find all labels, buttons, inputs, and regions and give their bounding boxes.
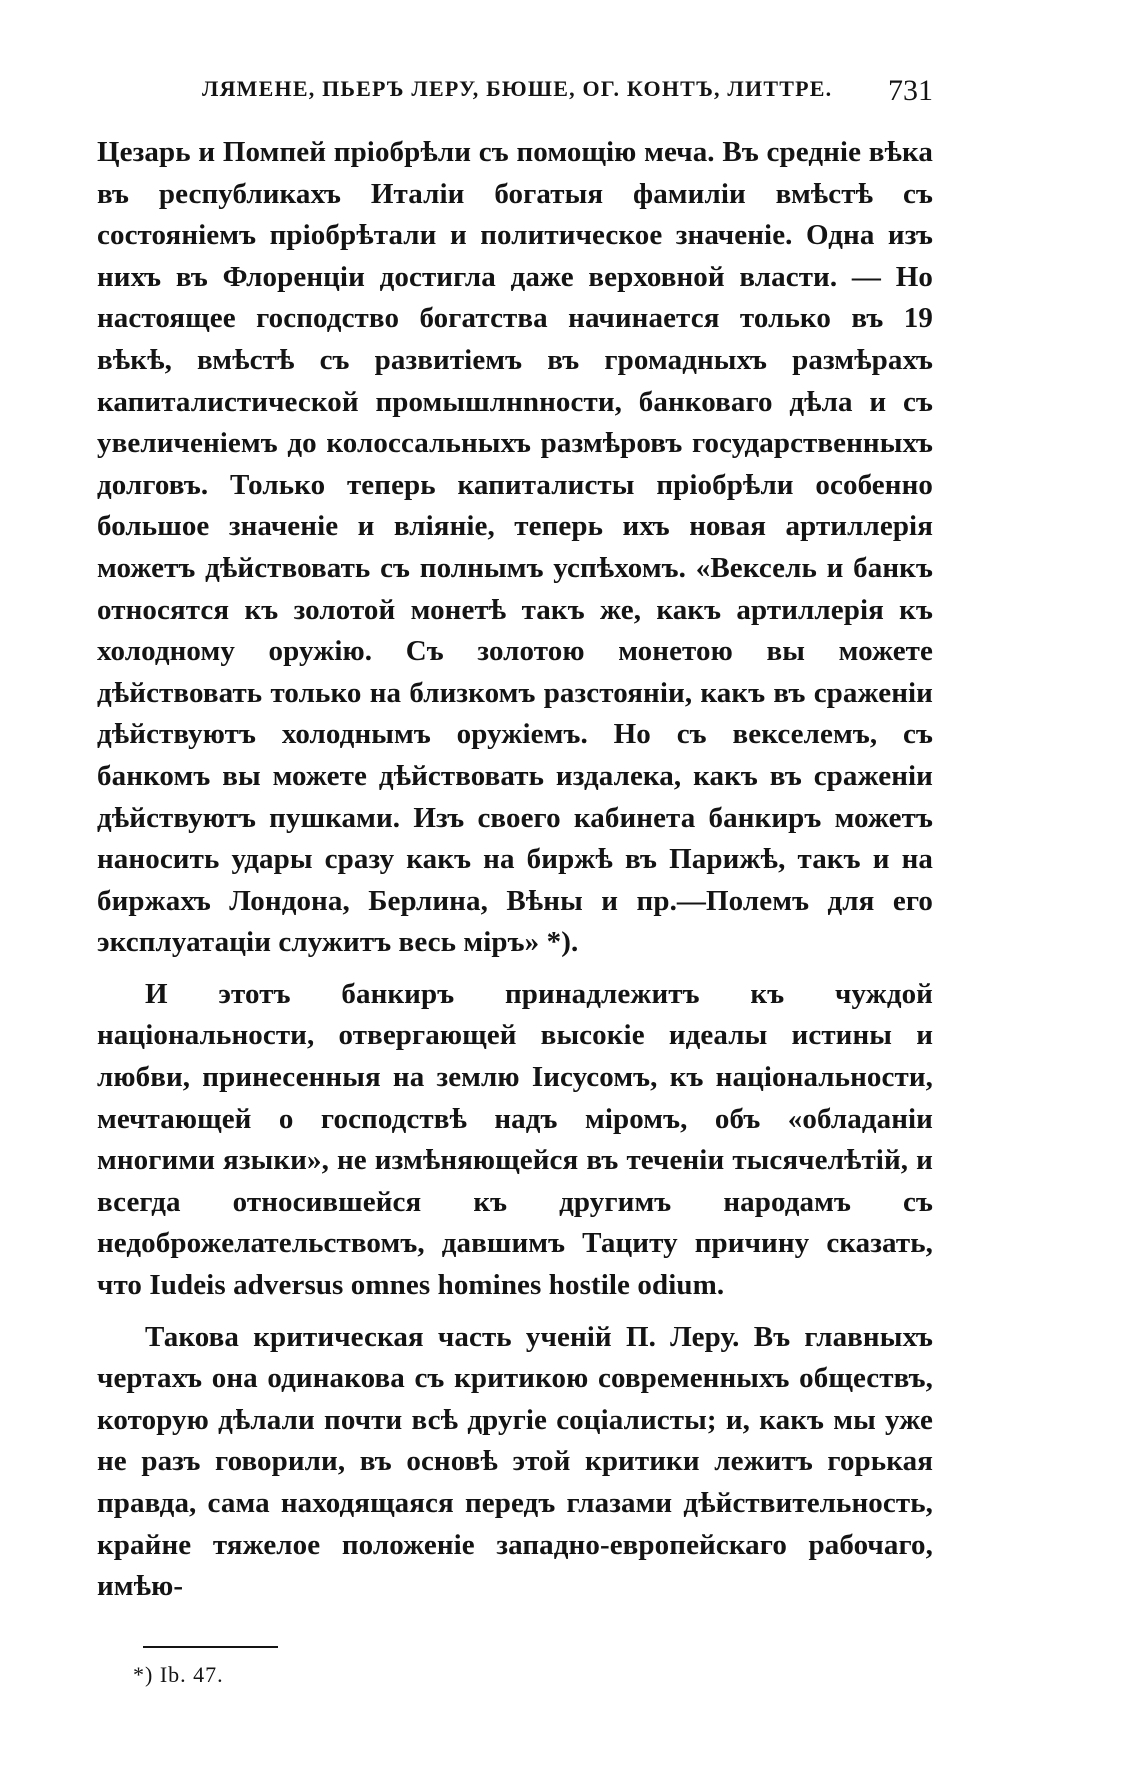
footnote: *) Ib. 47. xyxy=(133,1661,224,1687)
page-number: 731 xyxy=(888,74,933,107)
paragraph-1: Цезарь и Помпей пріобрѣли съ помощію меча. Въ средніе вѣка въ республикахъ Италіи богатыя фамиліи вмѣстѣ съ состояніемъ пріобрѣтали и политическое значеніе. Одна изъ нихъ въ Флоренціи достигла даже верховной власти. — Но настоящее господство богатства начинается только въ 19 вѣкѣ, вмѣстѣ съ развитіемъ въ громадныхъ размѣрахъ капиталистической промышлнnности, банковаго дѣла и съ увеличеніемъ до колоссальныхъ размѣровъ государственныхъ долговъ. Только теперь капиталисты пріобрѣли особенно большое значеніе и вліяніе, теперь ихъ новая артиллерія можетъ дѣйствовать съ полнымъ успѣхомъ. «Вексель и банкъ относятся къ золотой монетѣ такъ же, какъ артиллерія къ холодному оружію. Съ золотою монетою вы можете дѣйствовать только на близкомъ разстояніи, какъ въ сраженіи дѣйствуютъ холоднымъ оружіемъ. Но съ векселемъ, съ банкомъ вы можете дѣйствовать издалека, какъ въ сраженіи дѣйствуютъ пушками. Изъ своего кабинета банкиръ можетъ наносить удары сразу какъ на биржѣ въ Парижѣ, такъ и на биржахъ Лондона, Берлина, Вѣны и пр.—Полемъ для его эксплуатаціи служитъ весь міръ» *). xyxy=(97,136,933,959)
book-page xyxy=(97,74,933,1688)
paragraph-3: Такова критическая часть ученій П. Леру. Въ главныхъ чертахъ она одинакова съ критикою современныхъ обществъ, которую дѣлали почти всѣ другіе соціалисты; и, какъ мы уже не разъ говорили, въ основѣ этой критики лежитъ горькая правда, сама находящаяся передъ глазами дѣйствительность, крайне тяжелое положеніе западно-европейскаго рабочаго, имѣю- xyxy=(97,1320,933,1603)
running-title: ЛЯМЕНЕ, ПЬЕРЪ ЛЕРУ, БЮШЕ, ОГ. КОНТЪ, ЛИТТРЕ. xyxy=(202,76,833,101)
running-head xyxy=(97,74,933,114)
paragraph-2: И этотъ банкиръ принадлежитъ къ чуждой національности, отвергающей высокіе идеалы истины и любви, принесенныя на землю Іисусомъ, къ національности, мечтающей о господствѣ надъ міромъ, объ «обладаніи многими языки», не измѣняющейся въ теченіи тысячелѣтій, и всегда относившейся къ другимъ народамъ съ недоброжелательствомъ, давшимъ Тациту причину сказать, что Iudeis adversus omnes homines hostile odium. xyxy=(97,977,933,1302)
footnote-rule xyxy=(143,1646,278,1648)
body-text xyxy=(97,132,933,1608)
